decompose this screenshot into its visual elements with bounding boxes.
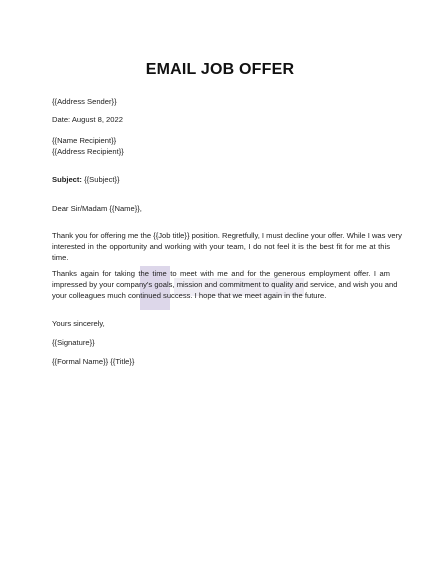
address-sender: {{Address Sender}} — [52, 97, 117, 106]
paragraph-line: Thank you for offering me the {{Job title}} position. Regretfully, I must decline your offer. While I was very — [52, 231, 402, 240]
signature: {{Signature}} — [52, 338, 95, 347]
paragraph-thanks — [52, 268, 398, 301]
paragraph-line: time. — [52, 253, 69, 262]
salutation: Dear Sir/Madam {{Name}}, — [52, 204, 142, 213]
paragraph-line: your colleagues much continued success. I hope that we meet again in the future. — [52, 291, 327, 300]
subject-line — [52, 174, 120, 185]
recipient-address: {{Address Recipient}} — [52, 147, 124, 156]
paragraph-line: impressed by your company's goals, mission and commitment to quality and service, and wish you and — [52, 280, 398, 289]
closing: Yours sincerely, — [52, 319, 105, 328]
letter-date: Date: August 8, 2022 — [52, 115, 123, 124]
paragraph-decline — [52, 230, 402, 263]
formal-name-title: {{Formal Name}} {{Title}} — [52, 357, 135, 366]
recipient-name: {{Name Recipient}} — [52, 136, 117, 145]
subject-label: Subject: — [52, 175, 82, 184]
document-title: EMAIL JOB OFFER — [145, 61, 295, 78]
subject-value: {{Subject}} — [81, 175, 120, 184]
paragraph-line: interested in the opportunity and working with your team, I do not feel it is the best fit for me at this — [52, 242, 390, 251]
paragraph-line: Thanks again for taking the time to meet with me and for the generous employment offer. I am — [52, 269, 390, 278]
